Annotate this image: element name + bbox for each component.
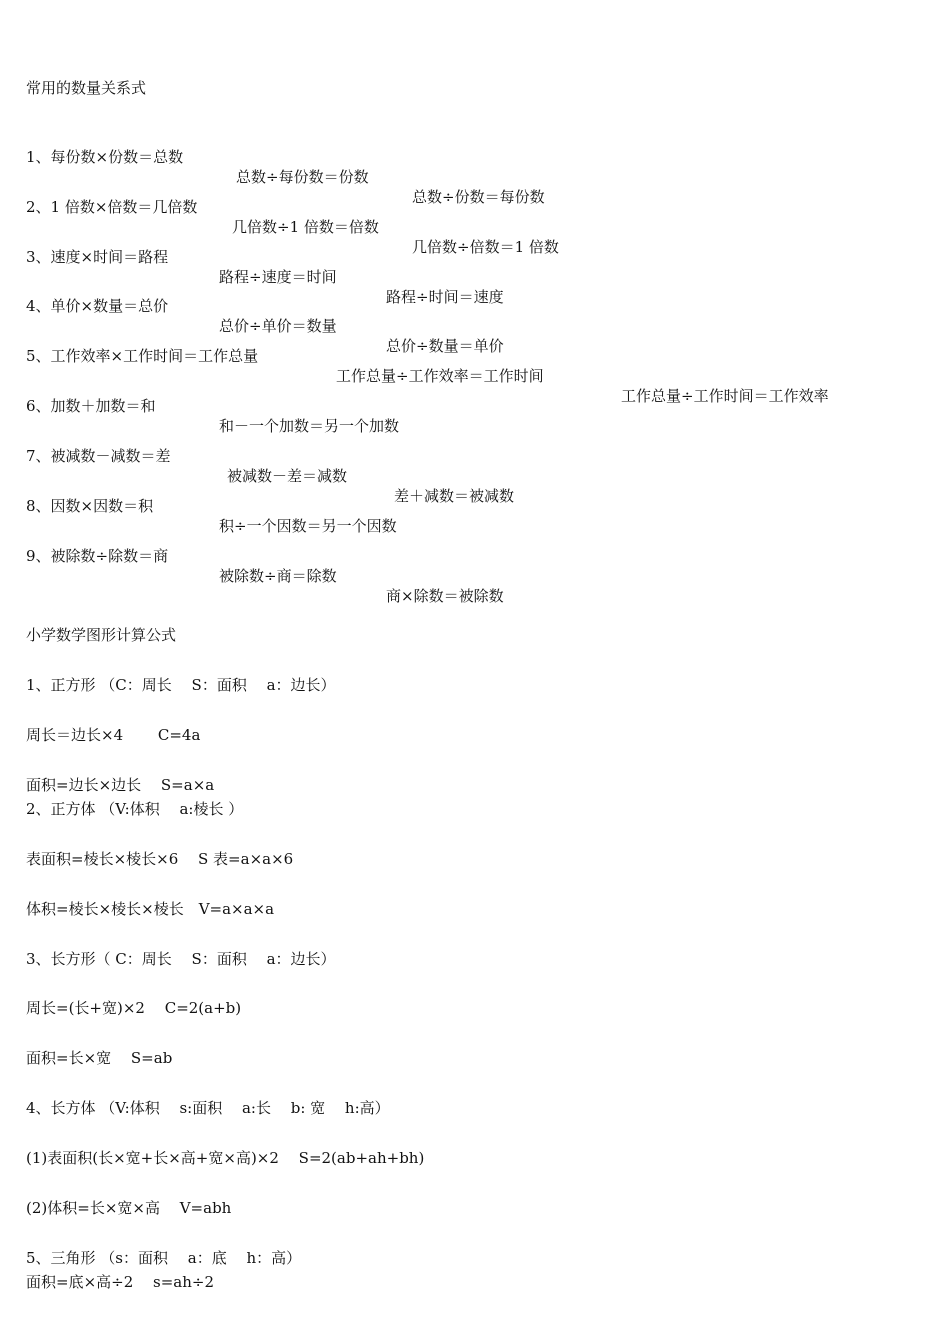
relation-formula: 工作总量÷工作效率＝工作时间	[336, 367, 544, 385]
relation-formula: 8、因数×因数＝积	[26, 497, 154, 515]
formula-line: 面积=长×宽 S=ab	[26, 1049, 173, 1067]
formula-line: 体积=棱长×棱长×棱长 V=a×a×a	[26, 900, 275, 918]
relation-formula: 1、每份数×份数＝总数	[26, 148, 184, 166]
relation-formula: 6、加数＋加数＝和	[26, 397, 156, 415]
relation-formula: 路程÷速度＝时间	[219, 268, 337, 286]
relation-formula: 4、单价×数量＝总价	[26, 297, 169, 315]
relation-formula: 被减数－差＝减数	[227, 467, 348, 485]
formula-line: 1、正方形 （C：周长 S：面积 a：边长）	[26, 676, 336, 694]
formula-line: 周长＝边长×4 C=4a	[26, 726, 201, 744]
relation-formula: 2、1 倍数×倍数＝几倍数	[26, 198, 198, 216]
formula-line: 面积=底×高÷2 s=ah÷2	[26, 1273, 214, 1291]
relation-formula: 积÷一个因数＝另一个因数	[219, 517, 397, 535]
formula-line: (1)表面积(长×宽+长×高+宽×高)×2 S=2(ab+ah+bh)	[26, 1149, 425, 1167]
formula-line: 面积=边长×边长 S=a×a	[26, 776, 215, 794]
relation-formula: 路程÷时间＝速度	[386, 288, 504, 306]
relation-formula: 几倍数÷倍数＝1 倍数	[412, 238, 559, 256]
relation-formula: 3、速度×时间＝路程	[26, 248, 169, 266]
relation-formula: 商×除数＝被除数	[386, 587, 504, 605]
relation-formula: 几倍数÷1 倍数＝倍数	[232, 218, 379, 236]
formula-line: 2、正方体 （V:体积 a:棱长 ）	[26, 800, 244, 818]
relation-formula: 工作总量÷工作时间＝工作效率	[621, 387, 829, 405]
relation-formula: 总价÷数量＝单价	[386, 337, 504, 355]
formula-line: 5、三角形 （s：面积 a：底 h：高）	[26, 1249, 302, 1267]
formula-line: 4、长方体 （V:体积 s:面积 a:长 b: 宽 h:高）	[26, 1099, 390, 1117]
relation-formula: 7、被减数－减数＝差	[26, 447, 171, 465]
relation-formula: 9、被除数÷除数＝商	[26, 547, 169, 565]
formula-line: (2)体积=长×宽×高 V=abh	[26, 1199, 232, 1217]
relation-formula: 和－一个加数＝另一个加数	[219, 417, 400, 435]
relation-formula: 总数÷每份数＝份数	[236, 168, 369, 186]
formula-line: 表面积=棱长×棱长×6 S 表=a×a×6	[26, 850, 294, 868]
relation-formula: 被除数÷商＝除数	[219, 567, 337, 585]
relation-formula: 总价÷单价＝数量	[219, 317, 337, 335]
section2-title: 小学数学图形计算公式	[26, 626, 177, 644]
relation-formula: 差＋减数＝被减数	[394, 487, 515, 505]
relation-formula: 5、工作效率×工作时间＝工作总量	[26, 347, 259, 365]
relation-formula: 总数÷份数＝每份数	[412, 188, 545, 206]
formula-line: 周长=(长+宽)×2 C=2(a+b)	[26, 999, 242, 1017]
formula-line: 3、长方形（ C：周长 S：面积 a：边长）	[26, 950, 336, 968]
section1-title: 常用的数量关系式	[26, 79, 147, 97]
